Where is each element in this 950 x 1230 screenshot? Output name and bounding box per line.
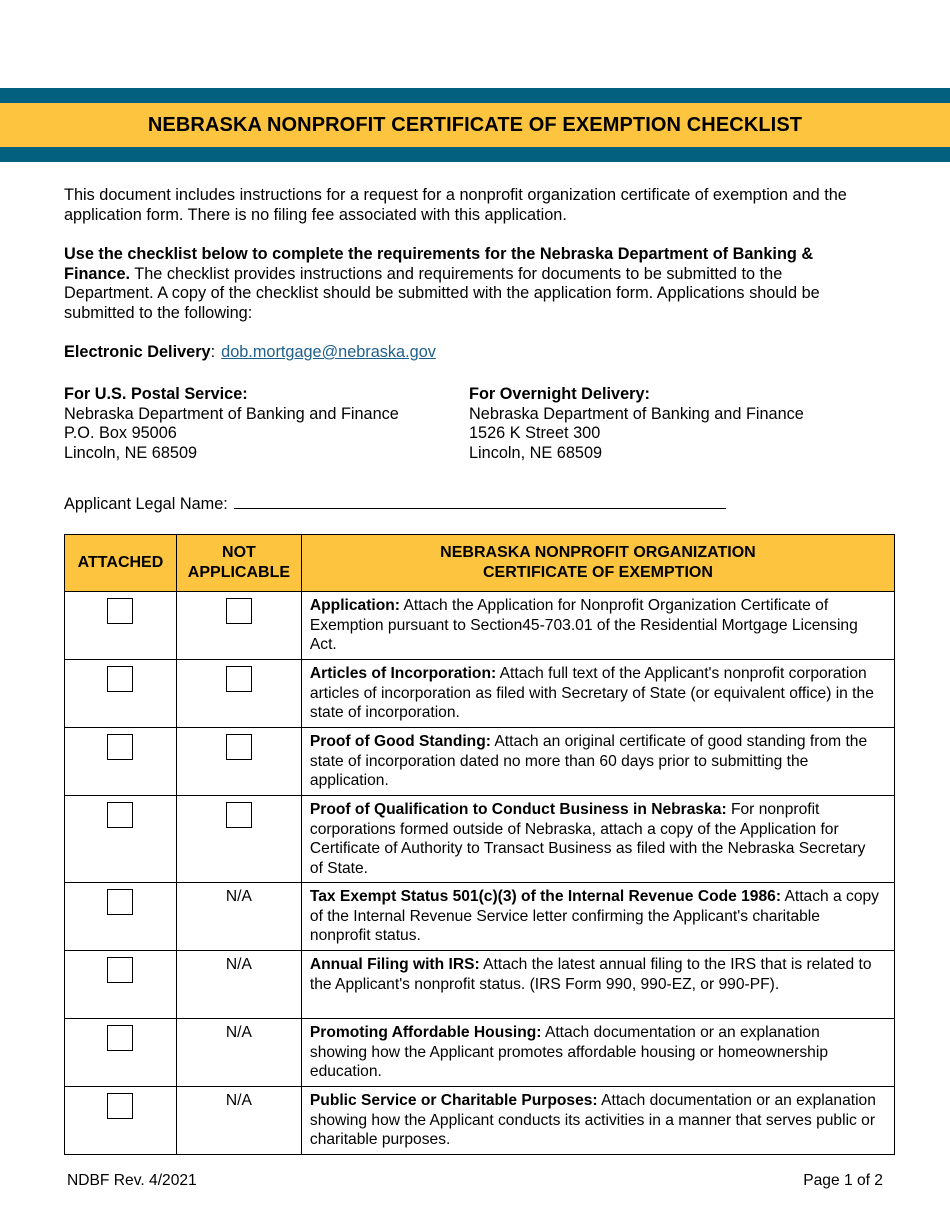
col-na-line2: APPLICABLE xyxy=(187,564,291,581)
electronic-delivery-label: Electronic Delivery xyxy=(64,343,211,361)
col-attached-header: ATTACHED xyxy=(65,535,177,592)
na-cell xyxy=(176,796,301,883)
requirement-text: For nonprofit corporations formed outside of Nebraska, attach a copy of the Application for Certificate of Authority to Transact Business as filed with the Nebraska Secretary of State. xyxy=(309,801,866,877)
requirement-text: Attach a copy of the Internal Revenue Service letter confirming the Applicant's charitable nonprofit status. xyxy=(309,888,879,944)
requirement-cell xyxy=(301,1019,894,1087)
applicant-legal-name-field[interactable] xyxy=(234,492,726,509)
requirement-cell xyxy=(301,660,894,728)
requirement-cell xyxy=(301,796,894,883)
attached-checkbox[interactable] xyxy=(107,666,133,692)
table-row xyxy=(65,1019,895,1087)
requirement-title: Annual Filing with IRS: xyxy=(309,956,480,973)
electronic-delivery-sep: : xyxy=(210,343,216,361)
col-na-line1: NOT xyxy=(222,544,256,561)
overnight-line: Lincoln, NE 68509 xyxy=(469,443,603,462)
attached-cell xyxy=(65,951,177,1019)
na-cell xyxy=(176,728,301,796)
header-band xyxy=(0,103,950,147)
requirement-title: Proof of Good Standing: xyxy=(309,733,491,750)
attached-checkbox[interactable] xyxy=(107,598,133,624)
requirement-cell xyxy=(301,883,894,951)
attached-cell xyxy=(65,728,177,796)
attached-checkbox[interactable] xyxy=(107,734,133,760)
attached-cell xyxy=(65,592,177,660)
na-cell xyxy=(176,592,301,660)
applicant-legal-name xyxy=(64,492,726,514)
col-desc-line2: CERTIFICATE OF EXEMPTION xyxy=(482,564,713,581)
header-band-bottom xyxy=(0,147,950,162)
postal-line: P.O. Box 95006 xyxy=(64,424,177,443)
table-row xyxy=(65,592,895,660)
requirement-cell xyxy=(301,1087,894,1155)
requirement-text: Attach documentation or an explanation showing how the Applicant promotes affordable housing or homeownership education. xyxy=(309,1024,828,1080)
attached-cell xyxy=(65,1019,177,1087)
postal-line: Nebraska Department of Banking and Finance xyxy=(64,404,399,423)
not-applicable-checkbox[interactable] xyxy=(226,598,252,624)
electronic-delivery xyxy=(64,343,864,363)
overnight-address xyxy=(469,385,804,463)
requirement-text: Attach the Application for Nonprofit Organization Certificate of Exemption pursuant to Section45-703.01 of the Residential Mortgage Licensing Act. xyxy=(309,597,858,653)
na-cell: N/A xyxy=(176,951,301,1019)
na-cell: N/A xyxy=(176,1087,301,1155)
overnight-line: 1526 K Street 300 xyxy=(469,424,601,443)
checklist-instructions xyxy=(64,245,864,323)
requirement-text: Attach full text of the Applicant's nonprofit corporation articles of incorporation as filed with Secretary of State (or equivalent office) in the state of incorporation. xyxy=(309,665,874,721)
requirement-text: Attach the latest annual filing to the IRS that is related to the Applicant's nonprofit status. (IRS Form 990, 990-EZ, or 990-PF). xyxy=(309,956,872,993)
attached-checkbox[interactable] xyxy=(107,802,133,828)
table-row xyxy=(65,951,895,1019)
intro-paragraph: This document includes instructions for a request for a nonprofit organization certificate of exemption and the application form. There is no filing fee associated with this application. xyxy=(64,186,847,224)
requirement-cell xyxy=(301,592,894,660)
attached-checkbox[interactable] xyxy=(107,1093,133,1119)
checklist-instructions-rest: The checklist provides instructions and requirements for documents to be submitted to the Department. A copy of the checklist should be submitted with the application form. Applications should be submitted to the following: xyxy=(64,264,820,322)
applicant-legal-name-label: Applicant Legal Name: xyxy=(64,495,228,513)
checklist-table xyxy=(64,534,895,1155)
requirement-title: Articles of Incorporation: xyxy=(309,665,497,682)
table-row xyxy=(65,1087,895,1155)
col-desc-line1: NEBRASKA NONPROFIT ORGANIZATION xyxy=(440,544,756,561)
na-cell: N/A xyxy=(176,1019,301,1087)
requirement-text: Attach an original certificate of good standing from the state of incorporation dated no more than 60 days prior to submitting the application. xyxy=(309,733,868,789)
requirement-cell xyxy=(301,728,894,796)
attached-checkbox[interactable] xyxy=(107,889,133,915)
requirement-title: Proof of Qualification to Conduct Business in Nebraska: xyxy=(309,801,727,818)
requirement-cell xyxy=(301,951,894,1019)
overnight-heading: For Overnight Delivery: xyxy=(469,385,650,403)
not-applicable-checkbox[interactable] xyxy=(226,666,252,692)
requirement-title: Application: xyxy=(309,597,400,614)
requirement-title: Promoting Affordable Housing: xyxy=(309,1024,542,1041)
col-not-applicable-header xyxy=(176,535,301,592)
checklist-header-row xyxy=(65,535,895,592)
attached-cell xyxy=(65,883,177,951)
attached-cell xyxy=(65,796,177,883)
table-row xyxy=(65,883,895,951)
email-link[interactable]: dob.mortgage@nebraska.gov xyxy=(221,343,436,361)
header-band-top xyxy=(0,88,950,103)
table-row xyxy=(65,728,895,796)
postal-line: Lincoln, NE 68509 xyxy=(64,443,198,462)
attached-checkbox[interactable] xyxy=(107,957,133,983)
page-title: NEBRASKA NONPROFIT CERTIFICATE OF EXEMPTION CHECKLIST xyxy=(147,113,803,136)
postal-heading: For U.S. Postal Service: xyxy=(64,385,248,403)
postal-address xyxy=(64,385,399,463)
table-row xyxy=(65,660,895,728)
na-cell xyxy=(176,660,301,728)
attached-cell xyxy=(65,660,177,728)
attached-checkbox[interactable] xyxy=(107,1025,133,1051)
table-row xyxy=(65,796,895,883)
overnight-line: Nebraska Department of Banking and Finance xyxy=(469,404,804,423)
requirement-title: Public Service or Charitable Purposes: xyxy=(309,1092,598,1109)
requirement-title: Tax Exempt Status 501(c)(3) of the Internal Revenue Code 1986: xyxy=(309,888,782,905)
na-cell: N/A xyxy=(176,883,301,951)
footer-revision: NDBF Rev. 4/2021 xyxy=(67,1172,197,1189)
not-applicable-checkbox[interactable] xyxy=(226,802,252,828)
attached-cell xyxy=(65,1087,177,1155)
checklist-instructions-bold: Use the checklist below to complete the requirements for the Nebraska Department of Banking & Finance. xyxy=(64,245,814,283)
requirement-text: Attach documentation or an explanation showing how the Applicant conducts its activities in a manner that serves public or charitable purposes. xyxy=(309,1092,876,1148)
footer-page-number: Page 1 of 2 xyxy=(803,1172,883,1189)
not-applicable-checkbox[interactable] xyxy=(226,734,252,760)
col-description-header xyxy=(301,535,894,592)
